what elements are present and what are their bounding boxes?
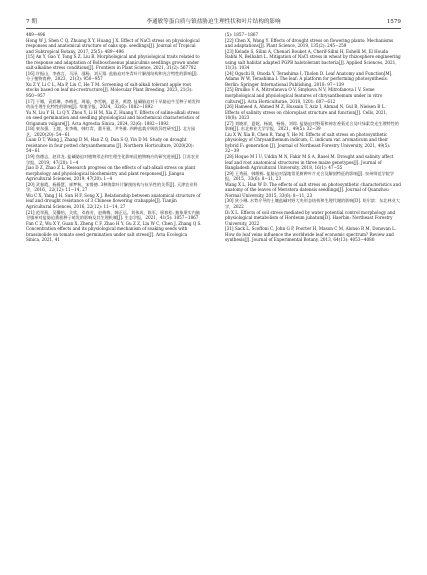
reference-entry: [22] Chen X, Wang Y. Effects of drought stress on flowering plants: Mechanisms and adaptations[J]. Plant Science, 2019, 135(2): 245−259 (225, 37, 394, 49)
reference-entry: Di X L. Effects of soil stress mediated by water potential control morphology and physiological metabolism of Hordeum jubatum[D]. Haerbin: Northeast Forestry University, 2022 (225, 209, 396, 226)
reference-entry: Luan D T, Wang J, Zhang D M, Han Z Q, Dan S Q, Yin D M. Study on drought resistance in four potted chrysanthemums [J]. Northern Horticulture, 2020(20): 54−61 (26, 137, 194, 154)
reference-entry: [31] Sack L, Scoffoni C, John G P, Poorter H, Mason C M, Alonso R M, Donovan L. How do leaf veins influence the worldwide leaf economic spectrum? Review and synthesis[J]. Journal of Experimental Botany, 2013, 64(13): 4053−4080 (225, 226, 397, 243)
reference-entry: Yu N, Liu Y H, Li Q Y, Zhou Y, Li H M, Xia Z, Huang Y. Effects of saline-alkali stress on seed germination and seedling physiological and biochemical characteristics of Origanum vulgare[J]. Acta Agrestia Sinica, 2024, 32(6): 1882−1892 (26, 109, 200, 126)
reference-entry: Liu X W, Xia B, Chen R, Yang Y, He M. Effects of salt stress on photosynthetic physiology of Chrysanthemum indicum, C. indicum var. aromaticum and their hybrid F₁ generation [J]. Journal of Northeast Forestry University, 2021, 49(5): 32−39 (225, 131, 391, 154)
reference-entry: 489−496 (26, 32, 46, 37)
reference-entry: [17] 于娜，袁彩琳，李梅花，周瑜，李雪帆，夏亚，黄澄. 盐碱胁迫对干旱胁迫牛至种子萌发和幼苗生理生化特性的影响[J]. 草地学报，2024，32(6): 1882−1892 (26, 98, 200, 110)
reference-entry: [19] 焦德志，赵祥龙. 盐碱胁迫对植物形态和生理生化影响及植物响应的研究进展[J]. 江苏农业学报，2019，47(20): 1−4 (26, 154, 200, 165)
running-header (26, 17, 401, 27)
references-right-column (225, 32, 401, 243)
reference-entry: [23] Kelade S, Silini A, Chenari Bouket A, Cherif-Silini H, Eshelli M, El Houda Rabhi N, Belbahri L. Mitigation of NaCl stress in wheat by rhizosphere engineering using salt habitat adapted PGPB halotolerant bacteria[J]. Applied Sciences, 2021, 11(3): 1034 (225, 48, 401, 71)
references-left-column (26, 32, 202, 243)
reference-entry: Hong W J, Shen C Q, Zhuang X Y, Huang J X. Effect of NaCl stress on physiological responses and anatomical structure of oaks spp. seedlings[J]. Journal of Tropical and Subtropical Botany, 2017, 25(5): 489−496 (26, 37, 200, 54)
issue-number: 7 期 (26, 19, 37, 25)
reference-entry: [27] 刘晓祥，夏妮，杨斌，杨扬，刘琼. 盐胁迫对野菊和神农香菊光合及叶绿素荧光生理特性的影响[J]. 东北林业大学学报，2021，49(5): 32−39 (225, 120, 399, 132)
reference-entry: [18] 東东强，王越，张李梅，韩红青，董开雅，尹冬雅. 四种盐栽介吸收异性研究[J]. 北方园艺，2020(20): 54−61 (26, 126, 196, 137)
reference-entry: [24] Oguchi R, Onoda Y, Terashima I, Tholen D. Leaf Anatomy and Function[M]. Adams W W, Terashima I. The leaf: A platform for performing photosynthesis. Berlin: Springer International Publishing, 2018: 97−139 (225, 70, 393, 87)
reference-entry: Jiao D Z, Zhao Z L. Research progress on the effects of salt-alkali stress on plant morphology and physiological biochemistry and plant responses[J]. Jiangsu Agricultural Sciences, 2019, 47(20): 1−4 (26, 165, 196, 182)
reference-entry: [26] Hameed A, Ahmed M Z, Hussain T, Aziz I, Ahmad N, Gul B, Nielsen B L. Effects of salinity stress on chloroplast structure and function[J]. Cells, 2021, 10(8): 2023 (225, 104, 388, 121)
reference-entry: [25] Bruilko V A, Mitrofanova O V, Smykova N V, Mitrofanova I V. Some morphological and physiological features of chrysanthemum under in vitro culture[J]. Acta Horticulturae, 2018, 1201: 607−612 (225, 87, 383, 104)
reference-entry: [16] 许振山，李春言，马泽，邵杨，刘天翔. 盐胁迫对冬青叶片解剖结构和光合特性的影响[J]. 分子植物育种，2023，21(3): 950−957 (26, 70, 198, 82)
reference-entry: Xu Z Y, Li C L, Ma P, Liu C, He T M. Screening of salt-alkali tolerant apple root stocks based on leaf mi-crostructure[J]. Molecular Plant Breeding, 2023, 21(3): 950−957 (26, 81, 193, 99)
reference-entry: Fan C Z, Wu X Y, Guan X, Zheng C F, Zhao H Y, Gu Z Z, Liu W C, Chen J, Zhang Q S. Concentration effects and its physiological mechanism of soaking seeds with brassinolide on tomato seed germination under salt stress[J]. Acta Ecologica Sinica, 2021, 41 (26, 220, 202, 243)
reference-entry: Wang X L, Han W D. The effects of salt stress on photosynthetic characteristics and anatomy of the leaves of Meristera datensis seedlings[J]. Journal of Quanzhou Normal University, 2015, 33(6): 8−11, 23 (225, 181, 401, 198)
reference-entry: [15] An Y, Gao Y, Tong S Z, Liu B. Morphological and physiological traits related to the response and adaptation of Bolboschoenus planiculmis seedlings grown under salt-alkaline stress conditions[J]. Frontiers in Plant Science, 2021, 31(2): 567782 (26, 54, 200, 71)
header-rule (26, 28, 401, 29)
reference-entry: (5): 1857−1867 (225, 32, 259, 37)
page-number: 1579 (386, 19, 401, 25)
reference-entry: [29] 王秀丽，韩维栋. 盐胁迫对湿地常见树种叶片光合及解剖特征的影响[J]. 泉州师范学院学报，2015，33(6): 8−11, 23 (225, 170, 395, 182)
reference-entry: Wu C X, Yang J H, Sun H F, Song X J. Relationship between anatomical structure of leaf and drought resistance of 3 Chinese flowering crabapple[J]. Tianjin Agricultural Sciences, 2016, 22(12): 11−14, 27 (26, 192, 201, 209)
reference-entry: [21] 范翠燕，吴馨怡，关欣，邓春芳，赵梅梅，韩正运，刘伟成，陈军，邢春松. 抽象果实内脑谷镇单对盐胁迫番茄种子萌发的影响及其生理机制[J]. 生态学报，2021，41(5): 1857−1867 (26, 209, 200, 221)
reference-entry: [28] Hoque M I U, Uddin M N, Fakir M S A, Rasel M. Drought and salinity affect leaf and root anatomical structures in three maize genotypes[J]. Journal of Bangladesh Agricultural University, 2018, 16(1): 47−55 (225, 154, 394, 171)
reference-entry: [30] 狄小琳. 水势介导的土壤盐碱对野大麦形态结构和生理代谢的影响[D]. 哈尔滨：东北林业大学，2022 (225, 198, 400, 209)
reference-entry: [20] 武春霞，杨静慧，崔梦秋，宋鲁德. 3种海棠叶片解剖结构与抗旱性的关系[J]. 天津农业科学，2016，22(12): 11−14, 27 (26, 181, 198, 193)
running-title: 李通敏等蛋白质与镇盐胁迫生理性状和叶片结构的影响 (146, 19, 281, 25)
